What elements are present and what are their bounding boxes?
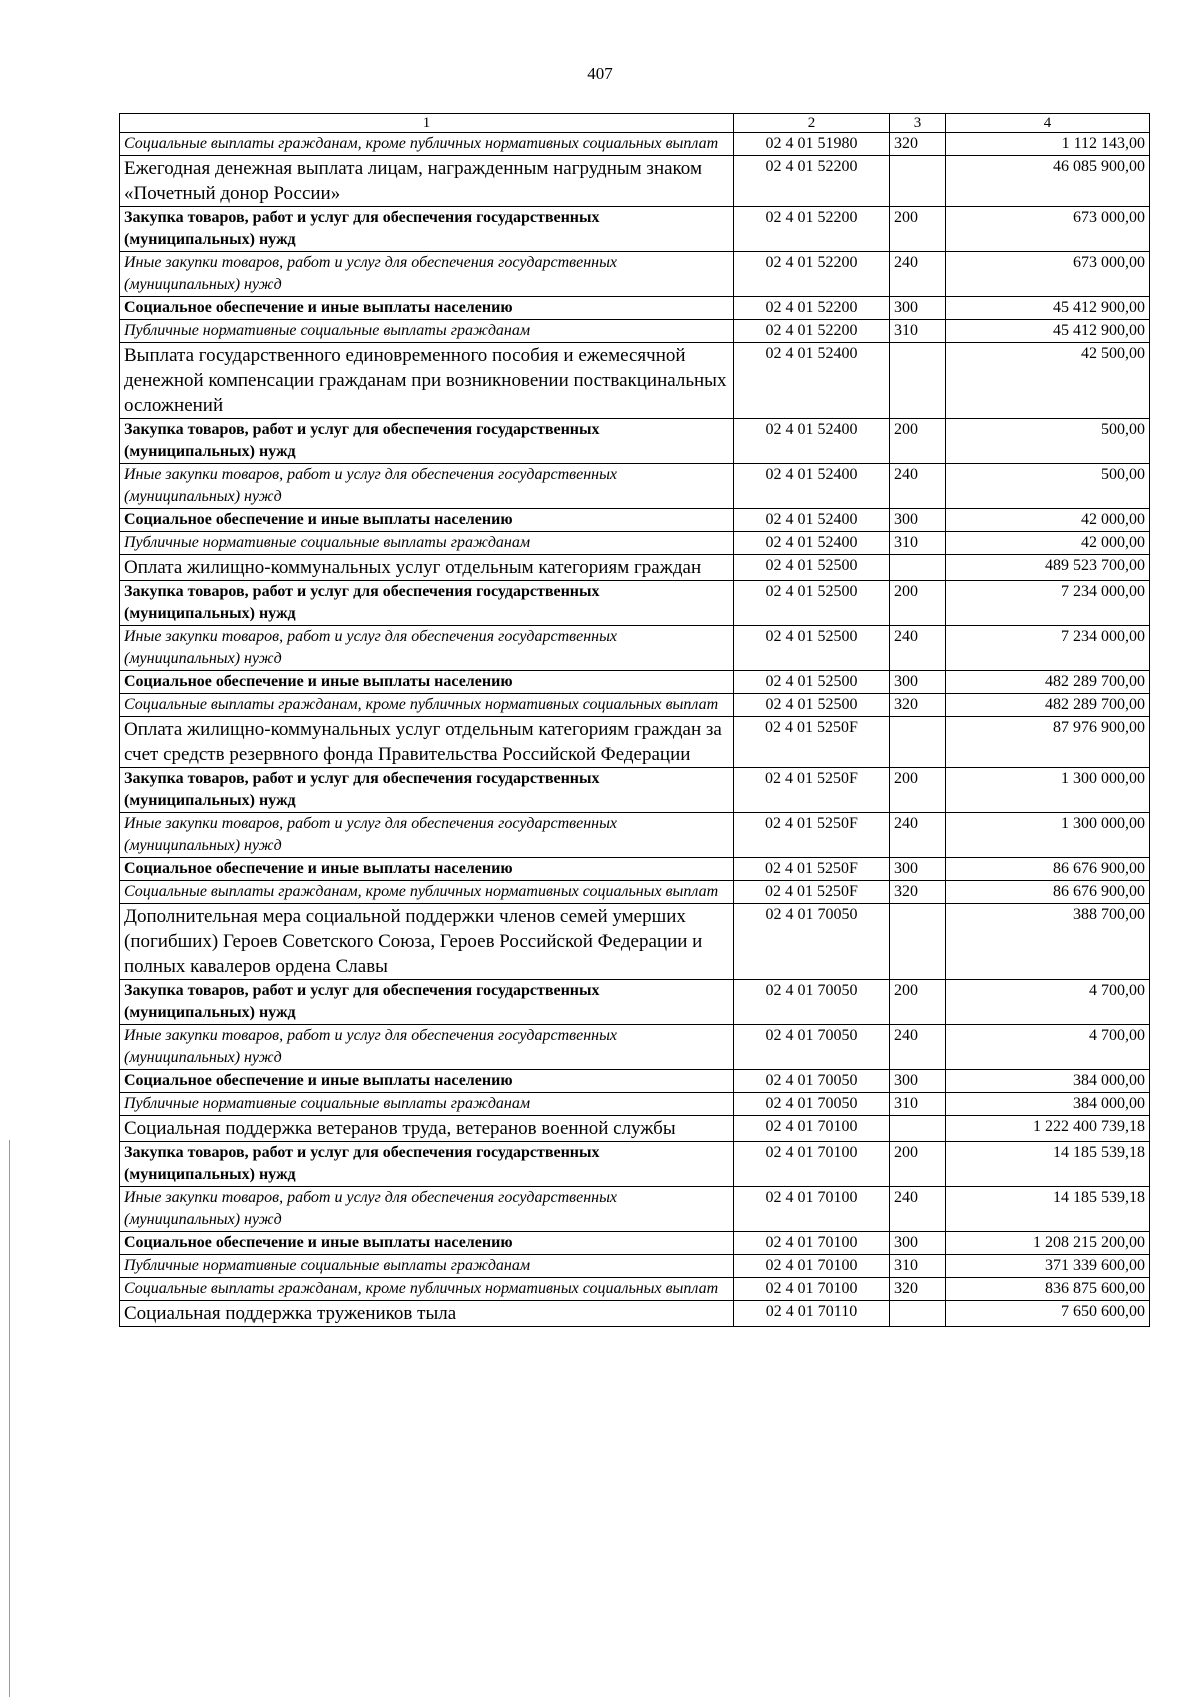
- row-name: Иные закупки товаров, работ и услуг для обеспечения государственных (муниципальных) нужд: [120, 626, 734, 671]
- table-row: [120, 904, 1150, 980]
- row-amount: 482 289 700,00: [946, 694, 1150, 717]
- row-amount: 4 700,00: [946, 1025, 1150, 1070]
- row-expense-type: 310: [890, 1255, 946, 1278]
- row-code: 02 4 01 52500: [734, 694, 890, 717]
- row-amount: 87 976 900,00: [946, 717, 1150, 768]
- row-name: Социальное обеспечение и иные выплаты населению: [120, 1070, 734, 1093]
- row-code: 02 4 01 52400: [734, 464, 890, 509]
- row-expense-type: 200: [890, 980, 946, 1025]
- row-code: 02 4 01 70050: [734, 1093, 890, 1116]
- row-expense-type: 300: [890, 671, 946, 694]
- row-expense-type: 240: [890, 1187, 946, 1232]
- row-expense-type: [890, 904, 946, 980]
- row-expense-type: 240: [890, 464, 946, 509]
- header-col-3: 3: [890, 114, 946, 133]
- row-name: Закупка товаров, работ и услуг для обеспечения государственных (муниципальных) нужд: [120, 768, 734, 813]
- table-row: [120, 717, 1150, 768]
- scan-margin-line: [9, 1140, 10, 1697]
- row-code: 02 4 01 52200: [734, 156, 890, 207]
- row-amount: 1 112 143,00: [946, 133, 1150, 156]
- row-amount: 1 222 400 739,18: [946, 1116, 1150, 1142]
- row-amount: 46 085 900,00: [946, 156, 1150, 207]
- row-expense-type: 240: [890, 1025, 946, 1070]
- row-code: 02 4 01 70050: [734, 1025, 890, 1070]
- table-row: [120, 156, 1150, 207]
- row-code: 02 4 01 5250F: [734, 813, 890, 858]
- row-expense-type: 320: [890, 1278, 946, 1301]
- row-name: Публичные нормативные социальные выплаты гражданам: [120, 320, 734, 343]
- row-code: 02 4 01 70100: [734, 1278, 890, 1301]
- row-expense-type: [890, 717, 946, 768]
- row-code: 02 4 01 70110: [734, 1301, 890, 1327]
- row-name: Закупка товаров, работ и услуг для обеспечения государственных (муниципальных) нужд: [120, 207, 734, 252]
- row-name: Иные закупки товаров, работ и услуг для обеспечения государственных (муниципальных) нужд: [120, 813, 734, 858]
- row-amount: 673 000,00: [946, 252, 1150, 297]
- table-row: [120, 207, 1150, 252]
- row-expense-type: [890, 1116, 946, 1142]
- table-row: [120, 509, 1150, 532]
- row-expense-type: 300: [890, 509, 946, 532]
- budget-table: [119, 113, 1150, 1327]
- row-amount: 836 875 600,00: [946, 1278, 1150, 1301]
- table-row: [120, 1142, 1150, 1187]
- row-code: 02 4 01 52500: [734, 626, 890, 671]
- table-row: [120, 581, 1150, 626]
- row-amount: 371 339 600,00: [946, 1255, 1150, 1278]
- row-amount: 384 000,00: [946, 1070, 1150, 1093]
- table-row: [120, 881, 1150, 904]
- row-expense-type: 310: [890, 320, 946, 343]
- row-code: 02 4 01 52400: [734, 532, 890, 555]
- row-expense-type: 320: [890, 133, 946, 156]
- row-name: Оплата жилищно-коммунальных услуг отдельным категориям граждан: [120, 555, 734, 581]
- row-code: 02 4 01 70050: [734, 1070, 890, 1093]
- row-amount: 482 289 700,00: [946, 671, 1150, 694]
- row-amount: 4 700,00: [946, 980, 1150, 1025]
- row-expense-type: 240: [890, 813, 946, 858]
- row-code: 02 4 01 70100: [734, 1187, 890, 1232]
- row-expense-type: 320: [890, 881, 946, 904]
- row-code: 02 4 01 52500: [734, 671, 890, 694]
- table-row: [120, 133, 1150, 156]
- row-amount: 7 234 000,00: [946, 581, 1150, 626]
- row-expense-type: 300: [890, 858, 946, 881]
- row-code: 02 4 01 5250F: [734, 881, 890, 904]
- table-row: [120, 1116, 1150, 1142]
- page-number: 407: [587, 64, 613, 83]
- row-code: 02 4 01 51980: [734, 133, 890, 156]
- row-name: Публичные нормативные социальные выплаты гражданам: [120, 1255, 734, 1278]
- row-amount: 86 676 900,00: [946, 858, 1150, 881]
- table-row: [120, 252, 1150, 297]
- table-row: [120, 1232, 1150, 1255]
- row-amount: 1 208 215 200,00: [946, 1232, 1150, 1255]
- row-name: Публичные нормативные социальные выплаты гражданам: [120, 532, 734, 555]
- table-row: [120, 626, 1150, 671]
- row-name: Закупка товаров, работ и услуг для обеспечения государственных (муниципальных) нужд: [120, 581, 734, 626]
- row-name: Социальная поддержка ветеранов труда, ветеранов военной службы: [120, 1116, 734, 1142]
- row-name: Иные закупки товаров, работ и услуг для обеспечения государственных (муниципальных) нужд: [120, 1025, 734, 1070]
- row-amount: 384 000,00: [946, 1093, 1150, 1116]
- table-row: [120, 1093, 1150, 1116]
- row-code: 02 4 01 70100: [734, 1232, 890, 1255]
- table-row: [120, 1070, 1150, 1093]
- row-code: 02 4 01 70100: [734, 1116, 890, 1142]
- row-code: 02 4 01 5250F: [734, 717, 890, 768]
- row-name: Иные закупки товаров, работ и услуг для обеспечения государственных (муниципальных) нужд: [120, 1187, 734, 1232]
- row-amount: 500,00: [946, 419, 1150, 464]
- row-amount: 86 676 900,00: [946, 881, 1150, 904]
- row-expense-type: [890, 343, 946, 419]
- table-row: [120, 671, 1150, 694]
- table-row: [120, 297, 1150, 320]
- row-expense-type: 300: [890, 1232, 946, 1255]
- row-name: Социальное обеспечение и иные выплаты населению: [120, 671, 734, 694]
- row-code: 02 4 01 5250F: [734, 768, 890, 813]
- row-amount: 45 412 900,00: [946, 297, 1150, 320]
- table-row: [120, 1301, 1150, 1327]
- row-code: 02 4 01 52500: [734, 555, 890, 581]
- row-code: 02 4 01 52400: [734, 343, 890, 419]
- header-col-2: 2: [734, 114, 890, 133]
- row-name: Дополнительная мера социальной поддержки членов семей умерших (погибших) Героев Советского Союза, Героев Российской Федерации и полных кавалеров ордена Славы: [120, 904, 734, 980]
- row-code: 02 4 01 70100: [734, 1142, 890, 1187]
- row-code: 02 4 01 70050: [734, 904, 890, 980]
- table-header-row: [120, 114, 1150, 133]
- header-col-1: 1: [120, 114, 734, 133]
- row-expense-type: 200: [890, 419, 946, 464]
- row-amount: 673 000,00: [946, 207, 1150, 252]
- row-amount: 42 500,00: [946, 343, 1150, 419]
- row-name: Социальная поддержка тружеников тыла: [120, 1301, 734, 1327]
- row-name: Иные закупки товаров, работ и услуг для обеспечения государственных (муниципальных) нужд: [120, 252, 734, 297]
- table-row: [120, 1255, 1150, 1278]
- row-code: 02 4 01 52500: [734, 581, 890, 626]
- row-name: Социальные выплаты гражданам, кроме публичных нормативных социальных выплат: [120, 1278, 734, 1301]
- row-name: Социальное обеспечение и иные выплаты населению: [120, 1232, 734, 1255]
- row-expense-type: 200: [890, 581, 946, 626]
- row-code: 02 4 01 70050: [734, 980, 890, 1025]
- row-amount: 388 700,00: [946, 904, 1150, 980]
- row-name: Социальные выплаты гражданам, кроме публичных нормативных социальных выплат: [120, 881, 734, 904]
- row-expense-type: 310: [890, 532, 946, 555]
- table-row: [120, 343, 1150, 419]
- row-name: Закупка товаров, работ и услуг для обеспечения государственных (муниципальных) нужд: [120, 980, 734, 1025]
- row-amount: 489 523 700,00: [946, 555, 1150, 581]
- row-name: Социальные выплаты гражданам, кроме публичных нормативных социальных выплат: [120, 694, 734, 717]
- row-amount: 1 300 000,00: [946, 768, 1150, 813]
- row-name: Социальные выплаты гражданам, кроме публичных нормативных социальных выплат: [120, 133, 734, 156]
- table-row: [120, 555, 1150, 581]
- table-row: [120, 813, 1150, 858]
- row-expense-type: 240: [890, 252, 946, 297]
- row-code: 02 4 01 52400: [734, 419, 890, 464]
- row-amount: 500,00: [946, 464, 1150, 509]
- table-row: [120, 1187, 1150, 1232]
- row-expense-type: 310: [890, 1093, 946, 1116]
- row-expense-type: [890, 555, 946, 581]
- row-name: Социальное обеспечение и иные выплаты населению: [120, 297, 734, 320]
- row-expense-type: 200: [890, 207, 946, 252]
- row-amount: 14 185 539,18: [946, 1187, 1150, 1232]
- row-expense-type: 300: [890, 1070, 946, 1093]
- row-amount: 7 234 000,00: [946, 626, 1150, 671]
- row-expense-type: [890, 156, 946, 207]
- table-row: [120, 419, 1150, 464]
- row-code: 02 4 01 52200: [734, 297, 890, 320]
- row-expense-type: 300: [890, 297, 946, 320]
- table-row: [120, 1278, 1150, 1301]
- row-amount: 7 650 600,00: [946, 1301, 1150, 1327]
- row-code: 02 4 01 52200: [734, 320, 890, 343]
- table-row: [120, 858, 1150, 881]
- row-expense-type: 240: [890, 626, 946, 671]
- row-expense-type: 200: [890, 1142, 946, 1187]
- row-amount: 42 000,00: [946, 532, 1150, 555]
- row-code: 02 4 01 52200: [734, 252, 890, 297]
- table-row: [120, 694, 1150, 717]
- table-row: [120, 980, 1150, 1025]
- row-expense-type: 320: [890, 694, 946, 717]
- row-name: Публичные нормативные социальные выплаты гражданам: [120, 1093, 734, 1116]
- row-code: 02 4 01 52400: [734, 509, 890, 532]
- row-name: Ежегодная денежная выплата лицам, награжденным нагрудным знаком «Почетный донор России»: [120, 156, 734, 207]
- row-code: 02 4 01 52200: [734, 207, 890, 252]
- row-amount: 45 412 900,00: [946, 320, 1150, 343]
- header-col-4: 4: [946, 114, 1150, 133]
- table-row: [120, 768, 1150, 813]
- row-code: 02 4 01 5250F: [734, 858, 890, 881]
- table-row: [120, 1025, 1150, 1070]
- row-expense-type: 200: [890, 768, 946, 813]
- table-row: [120, 532, 1150, 555]
- row-amount: 14 185 539,18: [946, 1142, 1150, 1187]
- row-name: Закупка товаров, работ и услуг для обеспечения государственных (муниципальных) нужд: [120, 419, 734, 464]
- row-name: Закупка товаров, работ и услуг для обеспечения государственных (муниципальных) нужд: [120, 1142, 734, 1187]
- row-name: Оплата жилищно-коммунальных услуг отдельным категориям граждан за счет средств резервного фонда Правительства Российской Федерации: [120, 717, 734, 768]
- row-name: Социальное обеспечение и иные выплаты населению: [120, 509, 734, 532]
- row-code: 02 4 01 70100: [734, 1255, 890, 1278]
- row-name: Иные закупки товаров, работ и услуг для обеспечения государственных (муниципальных) нужд: [120, 464, 734, 509]
- table-row: [120, 320, 1150, 343]
- row-amount: 42 000,00: [946, 509, 1150, 532]
- table-row: [120, 464, 1150, 509]
- row-name: Выплата государственного единовременного пособия и ежемесячной денежной компенсации гражданам при возникновении поствакцинальных осложнений: [120, 343, 734, 419]
- row-amount: 1 300 000,00: [946, 813, 1150, 858]
- row-expense-type: [890, 1301, 946, 1327]
- row-name: Социальное обеспечение и иные выплаты населению: [120, 858, 734, 881]
